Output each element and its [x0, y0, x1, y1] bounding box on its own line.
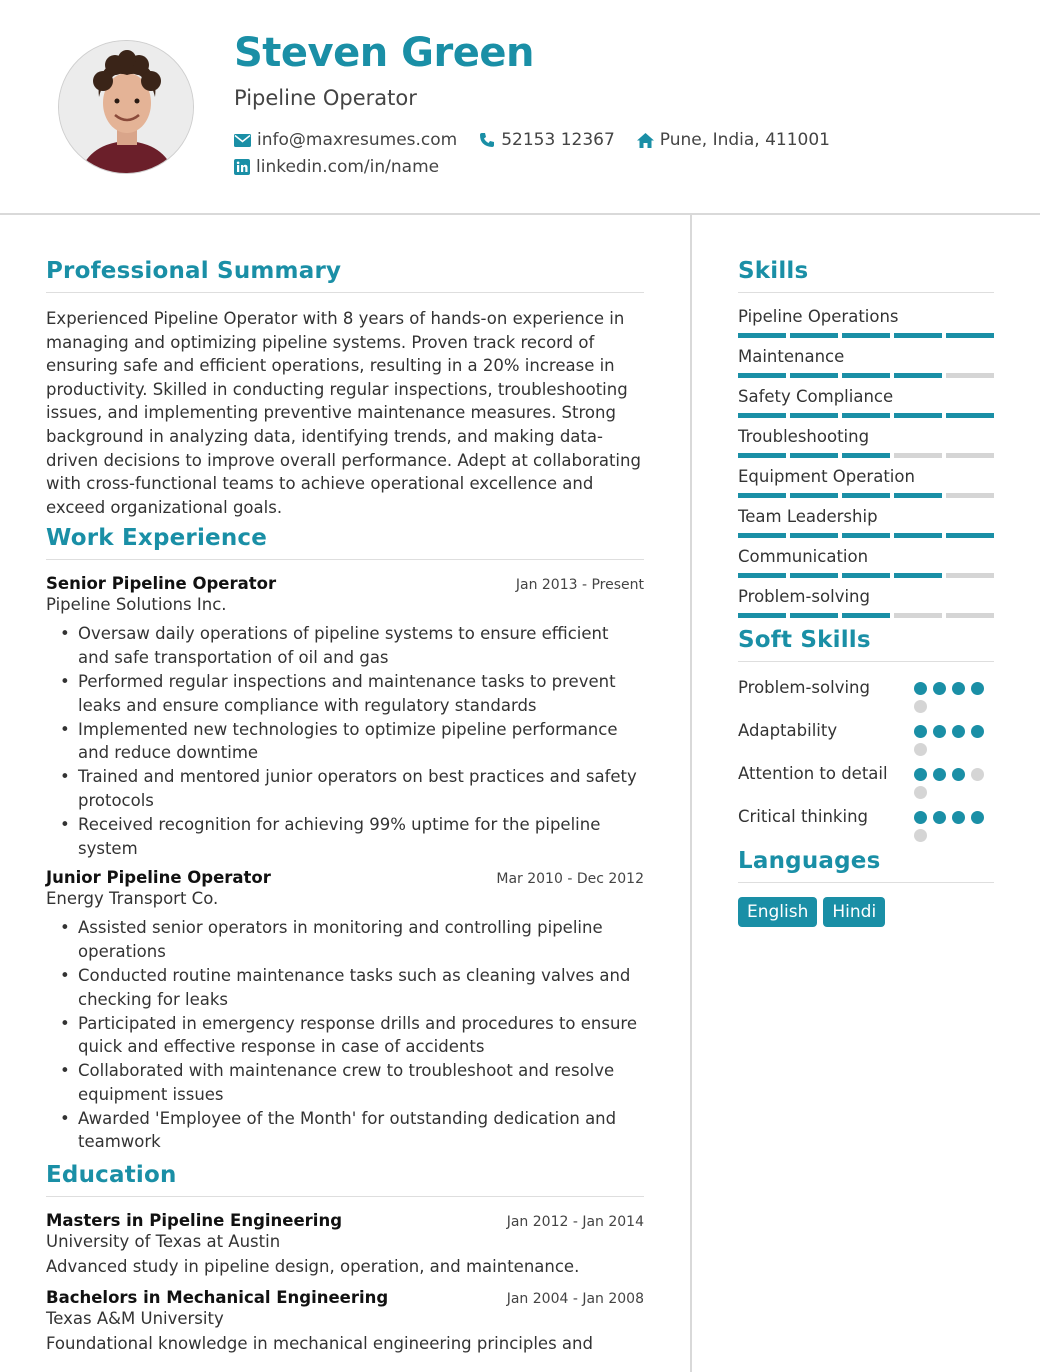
job-date: Mar 2010 - Dec 2012 — [496, 871, 644, 888]
column-divider — [690, 215, 692, 1372]
location-contact — [637, 130, 830, 150]
degree-title: Bachelors in Mechanical Engineering — [46, 1288, 389, 1308]
rating-dot-icon — [971, 682, 984, 695]
soft-skill-name: Attention to detail — [738, 764, 888, 783]
skill-level-bar — [738, 613, 994, 618]
skill-bar-segment — [738, 453, 786, 458]
skill-level-bar — [738, 533, 994, 538]
list-item: • Oversaw daily operations of pipeline systems to ensure efficient and safe transportation of oil and gas — [78, 622, 644, 670]
education-description: Advanced study in pipeline design, operation, and maintenance. — [46, 1257, 580, 1277]
skill-bar-segment — [946, 533, 994, 538]
rating-dot-icon — [914, 700, 927, 713]
skill-item — [738, 387, 994, 418]
skill-bar-segment — [790, 373, 838, 378]
skill-level-bar — [738, 333, 994, 338]
skill-bar-segment — [842, 413, 890, 418]
rating-dot-icon — [952, 811, 965, 824]
skill-bar-segment — [738, 373, 786, 378]
school-name: University of Texas at Austin — [46, 1232, 281, 1252]
soft-skill-item — [738, 805, 994, 842]
degree-title: Masters in Pipeline Engineering — [46, 1211, 343, 1231]
school-name: Texas A&M University — [46, 1309, 224, 1329]
rating-dot-icon — [933, 768, 946, 781]
soft-skill-rating — [914, 676, 994, 713]
email-text: info@maxresumes.com — [257, 130, 458, 150]
skill-level-bar — [738, 493, 994, 498]
skill-bar-segment — [946, 333, 994, 338]
education-heading: Education — [46, 1162, 644, 1197]
contact-row-primary — [234, 130, 852, 150]
skill-bar-segment — [894, 573, 942, 578]
soft-skill-item — [738, 719, 994, 756]
education-date: Jan 2004 - Jan 2008 — [506, 1291, 644, 1308]
skill-bar-segment — [738, 573, 786, 578]
list-item: • Participated in emergency response drills and procedures to ensure quick and effective response in case of accidents — [78, 1012, 644, 1060]
list-item: • Conducted routine maintenance tasks such as cleaning valves and checking for leaks — [78, 964, 644, 1012]
language-tag: Hindi — [823, 897, 885, 927]
soft-skill-item — [738, 676, 994, 713]
soft-skills-heading: Soft Skills — [738, 627, 994, 662]
phone-contact[interactable] — [479, 130, 615, 150]
skill-level-bar — [738, 413, 994, 418]
rating-dot-icon — [971, 768, 984, 781]
skills-heading: Skills — [738, 258, 994, 293]
skill-bar-segment — [738, 493, 786, 498]
skill-bar-segment — [842, 333, 890, 338]
list-item: • Trained and mentored junior operators on best practices and safety protocols — [78, 765, 644, 813]
list-item: • Performed regular inspections and maintenance tasks to prevent leaks and ensure compliance with regulatory standards — [78, 670, 644, 718]
skill-name: Maintenance — [738, 347, 845, 366]
skill-bar-segment — [946, 613, 994, 618]
skills-list — [738, 307, 994, 618]
skill-item — [738, 347, 994, 378]
language-tag: English — [738, 897, 817, 927]
job-bullets — [46, 916, 644, 1154]
rating-dot-icon — [914, 682, 927, 695]
skill-bar-segment — [842, 453, 890, 458]
list-item: • Received recognition for achieving 99% uptime for the pipeline system — [78, 813, 644, 861]
list-item: • Collaborated with maintenance crew to troubleshoot and resolve equipment issues — [78, 1059, 644, 1107]
skill-bar-segment — [842, 373, 890, 378]
soft-skill-name: Adaptability — [738, 721, 838, 740]
skill-name: Communication — [738, 547, 869, 566]
skill-bar-segment — [842, 613, 890, 618]
skill-bar-segment — [946, 573, 994, 578]
skill-bar-segment — [894, 453, 942, 458]
soft-skill-name: Problem-solving — [738, 678, 870, 697]
skill-bar-segment — [790, 533, 838, 538]
summary-heading: Professional Summary — [46, 258, 644, 293]
job-company: Energy Transport Co. — [46, 889, 219, 909]
skill-bar-segment — [894, 493, 942, 498]
skill-item — [738, 547, 994, 578]
soft-skill-item — [738, 762, 994, 799]
job-bullets — [46, 622, 644, 860]
skill-bar-segment — [790, 333, 838, 338]
linkedin-icon — [234, 159, 250, 175]
list-item: • Implemented new technologies to optimize pipeline performance and reduce downtime — [78, 718, 644, 766]
skill-bar-segment — [946, 493, 994, 498]
skill-bar-segment — [894, 373, 942, 378]
rating-dot-icon — [952, 725, 965, 738]
skill-bar-segment — [738, 533, 786, 538]
soft-skill-rating — [914, 762, 994, 799]
rating-dot-icon — [914, 829, 927, 842]
experience-heading: Work Experience — [46, 525, 644, 560]
languages-heading: Languages — [738, 848, 994, 883]
job-title: Junior Pipeline Operator — [46, 868, 271, 888]
resume-header — [0, 0, 1040, 215]
rating-dot-icon — [914, 811, 927, 824]
candidate-name: Steven Green — [234, 30, 534, 76]
education-date: Jan 2012 - Jan 2014 — [506, 1214, 644, 1231]
skill-bar-segment — [894, 413, 942, 418]
linkedin-contact[interactable] — [234, 157, 439, 177]
skill-bar-segment — [842, 533, 890, 538]
soft-skills-list — [738, 676, 994, 842]
languages-list — [738, 897, 994, 927]
rating-dot-icon — [971, 811, 984, 824]
rating-dot-icon — [914, 725, 927, 738]
soft-skill-rating — [914, 805, 994, 842]
job-date: Jan 2013 - Present — [515, 577, 644, 594]
skill-bar-segment — [738, 613, 786, 618]
soft-skill-rating — [914, 719, 994, 756]
contact-row-secondary — [234, 157, 461, 177]
summary-text: Experienced Pipeline Operator with 8 years of hands-on experience in managing and optimizing pipeline systems. Proven track record of ensuring safe and efficient operations, resulting in a 20% increase in productivity. Skilled in conducting regular inspections, troubleshooting issues, and implementing preventive maintenance measures. Strong background in analyzing data, identifying trends, and making data-driven decisions to improve overall performance. Adept at collaborating with cross-functional teams to achieve operational excellence and exceed organizational goals. — [46, 309, 641, 517]
rating-dot-icon — [952, 768, 965, 781]
skill-bar-segment — [790, 493, 838, 498]
skill-bar-segment — [894, 333, 942, 338]
rating-dot-icon — [933, 682, 946, 695]
skill-bar-segment — [946, 413, 994, 418]
skill-name: Problem-solving — [738, 587, 870, 606]
sidebar-column — [738, 258, 994, 927]
rating-dot-icon — [914, 786, 927, 799]
skill-name: Safety Compliance — [738, 387, 894, 406]
education-entry — [46, 1288, 644, 1353]
rating-dot-icon — [914, 743, 927, 756]
skill-bar-segment — [790, 413, 838, 418]
skill-name: Equipment Operation — [738, 467, 915, 486]
skill-bar-segment — [738, 413, 786, 418]
skill-name: Troubleshooting — [738, 427, 870, 446]
email-contact[interactable] — [234, 130, 457, 150]
rating-dot-icon — [933, 811, 946, 824]
profile-photo-icon — [59, 41, 194, 174]
soft-skill-name: Critical thinking — [738, 807, 868, 826]
list-item: • Assisted senior operators in monitoring and controlling pipeline operations — [78, 916, 644, 964]
rating-dot-icon — [933, 725, 946, 738]
skill-level-bar — [738, 453, 994, 458]
skill-bar-segment — [946, 373, 994, 378]
education-description: Foundational knowledge in mechanical engineering principles and — [46, 1334, 593, 1354]
job-entry — [46, 574, 644, 860]
skill-name: Pipeline Operations — [738, 307, 899, 326]
job-title: Senior Pipeline Operator — [46, 574, 277, 594]
skill-item — [738, 427, 994, 458]
skill-bar-segment — [790, 573, 838, 578]
skill-item — [738, 507, 994, 538]
skill-bar-segment — [842, 493, 890, 498]
linkedin-text: linkedin.com/in/name — [256, 157, 440, 177]
skill-item — [738, 467, 994, 498]
skill-bar-segment — [790, 453, 838, 458]
skill-level-bar — [738, 573, 994, 578]
rating-dot-icon — [914, 768, 927, 781]
skill-bar-segment — [738, 333, 786, 338]
education-entry — [46, 1211, 644, 1276]
location-text: Pune, India, 411001 — [659, 130, 830, 150]
skill-bar-segment — [842, 573, 890, 578]
skill-item — [738, 307, 994, 338]
candidate-title: Pipeline Operator — [234, 86, 417, 110]
skill-item — [738, 587, 994, 618]
phone-icon — [479, 132, 495, 148]
skill-bar-segment — [894, 613, 942, 618]
phone-text: 52153 12367 — [501, 130, 615, 150]
rating-dot-icon — [971, 725, 984, 738]
rating-dot-icon — [952, 682, 965, 695]
job-company: Pipeline Solutions Inc. — [46, 595, 227, 615]
avatar — [58, 40, 194, 174]
list-item: • Awarded 'Employee of the Month' for outstanding dedication and teamwork — [78, 1107, 644, 1155]
skill-name: Team Leadership — [738, 507, 878, 526]
job-entry — [46, 868, 644, 1154]
skill-bar-segment — [790, 613, 838, 618]
skill-bar-segment — [946, 453, 994, 458]
envelope-icon — [234, 134, 251, 147]
skill-level-bar — [738, 373, 994, 378]
home-icon — [637, 133, 654, 148]
skill-bar-segment — [894, 533, 942, 538]
main-column — [46, 258, 644, 1365]
